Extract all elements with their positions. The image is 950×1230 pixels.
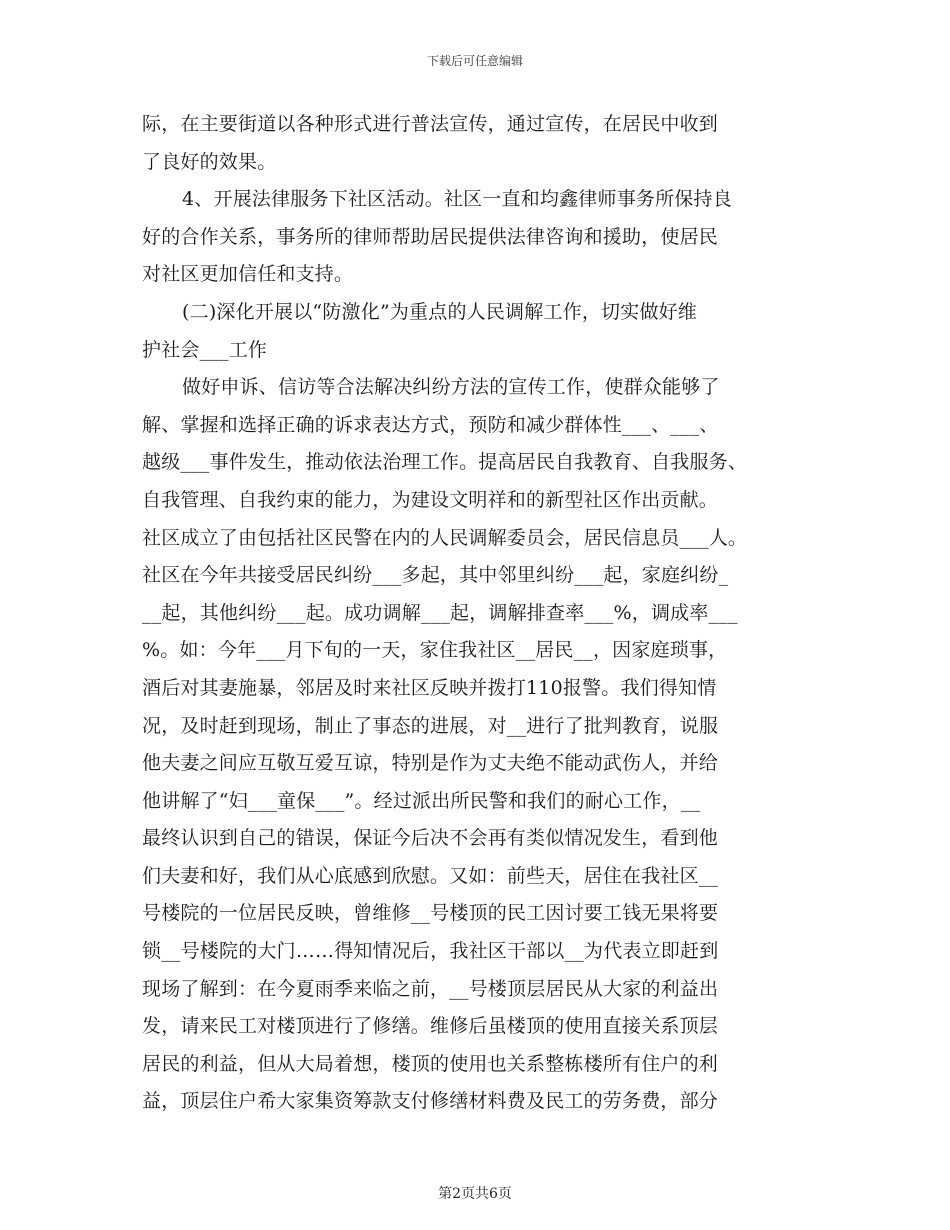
text-line: 他夫妻之间应互敬互爱互谅，特别是作为丈夫绝不能动武伤人，并给 bbox=[142, 752, 719, 775]
text-line: __起，其他纠纷___起。成功调解___起，调解排查率___%，调成率___ bbox=[142, 601, 738, 624]
text-line: 社区在今年共接受居民纠纷___多起，其中邻里纠纷___起，家庭纠纷_ bbox=[142, 564, 729, 587]
text-line: 自我管理、自我约束的能力，为建设文明祥和的新型社区作出贡献。 bbox=[142, 488, 719, 511]
text-line: (二)深化开展以“防激化”为重点的人民调解工作，切实做好维 bbox=[182, 300, 698, 323]
text-line: 对社区更加信任和支持。 bbox=[142, 263, 354, 286]
text-line: 居民的利益，但从大局着想，楼顶的使用也关系整栋楼所有住户的利 bbox=[142, 1052, 719, 1075]
page-header: 下载后可任意编辑 bbox=[426, 54, 523, 68]
text-line: 发，请来民工对楼顶进行了修缮。维修后虽楼顶的使用直接关系顶层 bbox=[142, 1015, 719, 1038]
text-line: 做好申诉、信访等合法解决纠纷方法的宣传工作，使群众能够了 bbox=[182, 376, 720, 399]
text-line: %。如：今年___月下旬的一天，家住我社区__居民__，因家庭琐事， bbox=[142, 639, 728, 662]
text-line: 解、掌握和选择正确的诉求表达方式，预防和减少群体性___、___、 bbox=[142, 413, 719, 436]
text-line: 们夫妻和好，我们从心底感到欣慰。又如：前些天，居住在我社区__ bbox=[142, 864, 719, 887]
text-line: 了良好的效果。 bbox=[142, 150, 277, 173]
text-line: 社区成立了由包括社区民警在内的人民调解委员会，居民信息员___人。 bbox=[142, 526, 748, 549]
text-line: 最终认识到自己的错误，保证今后决不会再有类似情况发生，看到他 bbox=[142, 827, 719, 850]
text-line: 际，在主要街道以各种形式进行普法宣传，通过宣传，在居民中收到 bbox=[142, 113, 719, 135]
text-line: 他讲解了“妇___童保___”。经过派出所民警和我们的耐心工作，__ bbox=[142, 789, 701, 812]
text-line: 益，顶层住户希大家集资筹款支付修缮材料费及民工的劳务费，部分 bbox=[142, 1090, 719, 1113]
text-line: 好的合作关系，事务所的律师帮助居民提供法律咨询和援助，使居民 bbox=[142, 225, 719, 248]
document-body bbox=[142, 106, 822, 1121]
text-line: 号楼院的一位居民反映，曾维修__号楼顶的民工因讨要工钱无果将要 bbox=[142, 902, 719, 925]
page-footer: 第2页共6页 bbox=[438, 1186, 512, 1202]
text-line: 况，及时赶到现场，制止了事态的进展，对__进行了批判教育，说服 bbox=[142, 714, 719, 737]
text-line: 锁__号楼院的大门……得知情况后，我社区干部以__为代表立即赶到 bbox=[142, 940, 719, 963]
text-line: 4、开展法律服务下社区活动。社区一直和均鑫律师事务所保持良 bbox=[182, 188, 732, 211]
text-line: 护社会___工作 bbox=[142, 338, 268, 361]
text-line: 现场了解到：在今夏雨季来临之前，__号楼顶层居民从大家的利益出 bbox=[142, 977, 719, 1000]
text-line: 越级___事件发生，推动依法治理工作。提高居民自我教育、自我服务、 bbox=[142, 451, 748, 474]
text-line: 酒后对其妻施暴，邻居及时来社区反映并拨打110报警。我们得知情 bbox=[142, 676, 717, 699]
